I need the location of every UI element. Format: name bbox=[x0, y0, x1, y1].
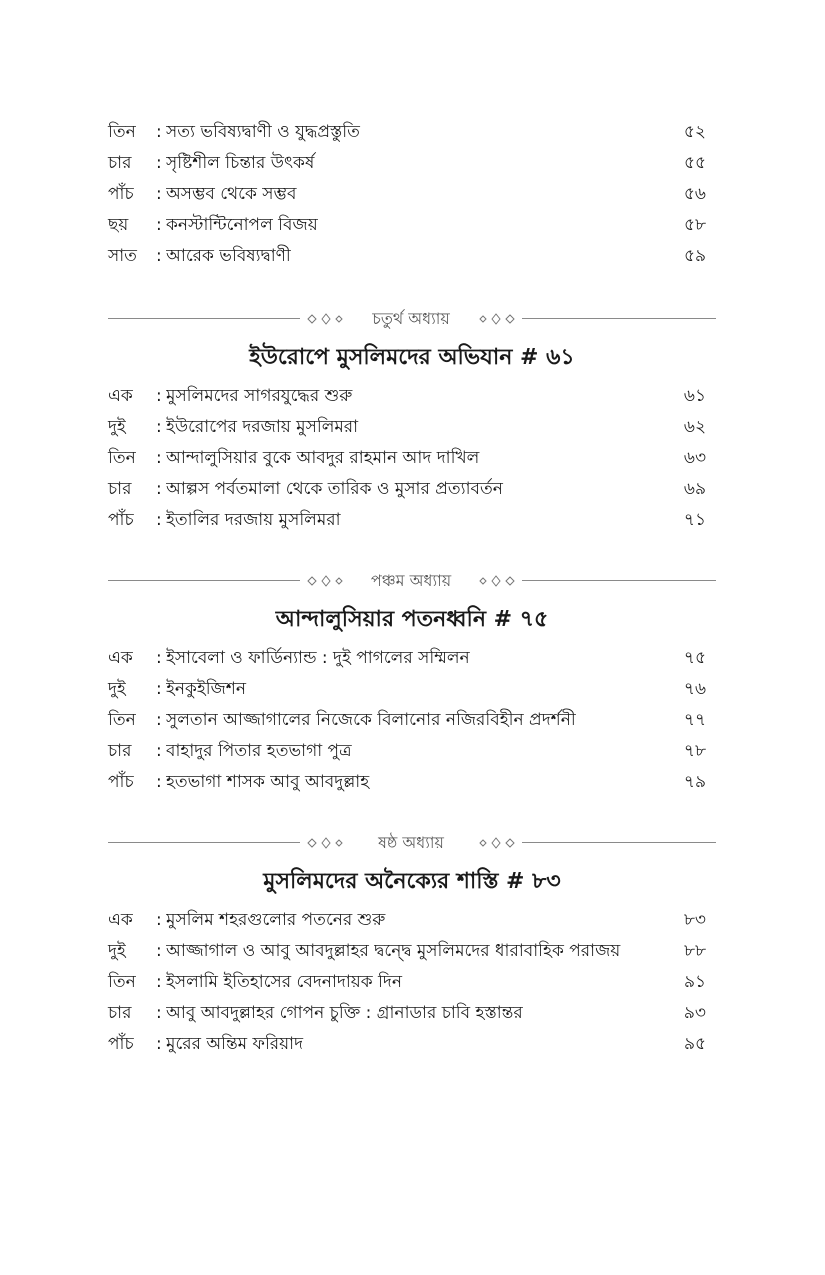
chapter-label: চতুর্থ অধ্যায় bbox=[372, 309, 450, 328]
toc-entry[interactable]: দুই : আজ্জাগাল ও আবু আবদুল্লাহর দ্বন্দ্বে মুসলিমদের ধারাবাহিক পরাজয় ৮৮ bbox=[108, 936, 716, 967]
entry-title: অসম্ভব থেকে সম্ভব bbox=[166, 184, 297, 204]
entry-title: আজ্জাগাল ও আবু আবদুল্লাহর দ্বন্দ্বে মুসলিমদের ধারাবাহিক পরাজয় bbox=[166, 941, 621, 961]
entry-page: ৬৯ bbox=[683, 479, 706, 499]
toc-entry[interactable]: দুই : ইউরোপের দরজায় মুসলিমরা ৬২ bbox=[108, 412, 716, 443]
toc-entry[interactable]: তিন : সুলতান আজ্জাগালের নিজেকে বিলানোর নজিরবিহীন প্রদর্শনী ৭৭ bbox=[108, 705, 716, 736]
entry-page: ৯১ bbox=[683, 972, 706, 992]
entry-page: ৫২ bbox=[683, 122, 706, 142]
entry-number: ছয় bbox=[108, 215, 129, 235]
entry-title: সুলতান আজ্জাগালের নিজেকে বিলানোর নজিরবিহীন প্রদর্শনী bbox=[166, 710, 576, 730]
ornament-icon bbox=[474, 569, 522, 593]
entry-title: সৃষ্টিশীল চিন্তার উৎকর্ষ bbox=[166, 153, 315, 173]
ornament-icon bbox=[300, 307, 348, 331]
toc-entry[interactable]: চার : আল্পস পর্বতমালা থেকে তারিক ও মুসার প্রত্যাবর্তন ৬৯ bbox=[108, 474, 716, 505]
entry-number: সাত bbox=[108, 246, 137, 266]
toc-entry[interactable]: পাঁচ : ইতালির দরজায় মুসলিমরা ৭১ bbox=[108, 505, 716, 536]
chapter-heading[interactable]: ইউরোপে মুসলিমদের অভিযান # ৬১ bbox=[249, 345, 575, 370]
entry-title: হতভাগা শাসক আবু আবদুল্লাহ bbox=[166, 772, 370, 792]
entry-number: তিন bbox=[108, 122, 136, 142]
entry-title: মুসলিমদের সাগরযুদ্ধের শুরু bbox=[166, 386, 353, 406]
toc-entry[interactable]: চার : আবু আবদুল্লাহর গোপন চুক্তি : গ্রানাডার চাবি হস্তান্তর ৯৩ bbox=[108, 998, 716, 1029]
entry-page: ৭৫ bbox=[683, 648, 706, 668]
entry-number: তিন bbox=[108, 448, 136, 468]
entry-number: চার bbox=[108, 479, 132, 499]
entry-title: বাহাদুর পিতার হতভাগা পুত্র bbox=[166, 741, 352, 761]
entry-page: ৫৬ bbox=[683, 184, 706, 204]
entry-page: ৯৩ bbox=[683, 1003, 706, 1023]
entry-title: আল্পস পর্বতমালা থেকে তারিক ও মুসার প্রত্যাবর্তন bbox=[166, 479, 503, 499]
toc-entry[interactable]: ছয় : কনস্টান্টিনোপল বিজয় ৫৮ bbox=[108, 210, 716, 241]
toc-entry[interactable]: তিন : ইসলামি ইতিহাসের বেদনাদায়ক দিন ৯১ bbox=[108, 967, 716, 998]
entry-title: ইতালির দরজায় মুসলিমরা bbox=[166, 510, 341, 530]
chapter-divider bbox=[108, 831, 716, 855]
entry-page: ৭৯ bbox=[683, 772, 706, 792]
entry-number: তিন bbox=[108, 972, 136, 992]
entry-page: ৮৩ bbox=[683, 910, 706, 930]
ornament-icon bbox=[474, 307, 522, 331]
chapter-label: ষষ্ঠ অধ্যায় bbox=[378, 833, 444, 852]
entry-title: কনস্টান্টিনোপল বিজয় bbox=[166, 215, 318, 235]
entry-title: মুসলিম শহরগুলোর পতনের শুরু bbox=[166, 910, 386, 930]
entry-page: ৫৮ bbox=[683, 215, 706, 235]
entry-title: আরেক ভবিষ্যদ্বাণী bbox=[166, 246, 291, 266]
entry-number: দুই bbox=[108, 941, 126, 961]
entry-number: পাঁচ bbox=[108, 184, 134, 204]
entry-page: ৭১ bbox=[683, 510, 706, 530]
entry-page: ৭৬ bbox=[683, 679, 706, 699]
ornament-icon bbox=[300, 831, 348, 855]
entry-title: ইসাবেলা ও ফার্ডিন্যান্ড : দুই পাগলের সম্মিলন bbox=[166, 648, 470, 668]
entry-number: এক bbox=[108, 386, 133, 406]
toc-entry[interactable]: পাঁচ : অসম্ভব থেকে সম্ভব ৫৬ bbox=[108, 179, 716, 210]
entry-number: তিন bbox=[108, 710, 136, 730]
entry-number: এক bbox=[108, 648, 133, 668]
toc-list bbox=[108, 381, 716, 536]
entry-number: পাঁচ bbox=[108, 1034, 134, 1054]
toc-list-continued bbox=[108, 117, 716, 272]
entry-number: দুই bbox=[108, 679, 126, 699]
entry-number: চার bbox=[108, 1003, 132, 1023]
chapter-divider bbox=[108, 307, 716, 331]
toc-list bbox=[108, 905, 716, 1060]
divider-rule bbox=[522, 318, 716, 319]
entry-number: এক bbox=[108, 910, 133, 930]
entry-page: ৬১ bbox=[683, 386, 706, 406]
entry-page: ৯৫ bbox=[683, 1034, 706, 1054]
entry-title: আবু আবদুল্লাহর গোপন চুক্তি : গ্রানাডার চাবি হস্তান্তর bbox=[166, 1003, 523, 1023]
divider-rule bbox=[108, 318, 300, 319]
chapter-divider bbox=[108, 569, 716, 593]
entry-page: ৬৩ bbox=[683, 448, 706, 468]
entry-title: ইসলামি ইতিহাসের বেদনাদায়ক দিন bbox=[166, 972, 402, 992]
divider-rule bbox=[522, 842, 716, 843]
toc-entry[interactable]: চার : সৃষ্টিশীল চিন্তার উৎকর্ষ ৫৫ bbox=[108, 148, 716, 179]
entry-title: মুরের অন্তিম ফরিয়াদ bbox=[166, 1034, 304, 1054]
ornament-icon bbox=[300, 569, 348, 593]
entry-page: ৫৫ bbox=[683, 153, 706, 173]
entry-title: ইউরোপের দরজায় মুসলিমরা bbox=[166, 417, 359, 437]
entry-number: চার bbox=[108, 153, 132, 173]
entry-page: ৭৭ bbox=[683, 710, 706, 730]
toc-entry[interactable]: পাঁচ : হতভাগা শাসক আবু আবদুল্লাহ ৭৯ bbox=[108, 767, 716, 798]
divider-rule bbox=[108, 842, 300, 843]
toc-entry[interactable]: তিন : সত্য ভবিষ্যদ্বাণী ও যুদ্ধপ্রস্তুতি ৫২ bbox=[108, 117, 716, 148]
divider-rule bbox=[522, 580, 716, 581]
entry-number: পাঁচ bbox=[108, 510, 134, 530]
ornament-icon bbox=[474, 831, 522, 855]
toc-entry[interactable]: তিন : আন্দালুসিয়ার বুকে আবদুর রাহমান আদ দাখিল ৬৩ bbox=[108, 443, 716, 474]
toc-entry[interactable]: চার : বাহাদুর পিতার হতভাগা পুত্র ৭৮ bbox=[108, 736, 716, 767]
entry-page: ৭৮ bbox=[683, 741, 706, 761]
toc-entry[interactable]: দুই : ইনকুইজিশন ৭৬ bbox=[108, 674, 716, 705]
entry-title: ইনকুইজিশন bbox=[166, 679, 247, 699]
entry-title: আন্দালুসিয়ার বুকে আবদুর রাহমান আদ দাখিল bbox=[166, 448, 480, 468]
toc-entry[interactable]: সাত : আরেক ভবিষ্যদ্বাণী ৫৯ bbox=[108, 241, 716, 272]
chapter-heading[interactable]: মুসলিমদের অনৈক্যের শাস্তি # ৮৩ bbox=[263, 869, 561, 894]
entry-number: পাঁচ bbox=[108, 772, 134, 792]
divider-rule bbox=[108, 580, 300, 581]
toc-entry[interactable]: পাঁচ : মুরের অন্তিম ফরিয়াদ ৯৫ bbox=[108, 1029, 716, 1060]
toc-list bbox=[108, 643, 716, 798]
entry-number: চার bbox=[108, 741, 132, 761]
entry-number: দুই bbox=[108, 417, 126, 437]
entry-page: ৬২ bbox=[683, 417, 706, 437]
toc-entry[interactable]: এক : ইসাবেলা ও ফার্ডিন্যান্ড : দুই পাগলের সম্মিলন ৭৫ bbox=[108, 643, 716, 674]
toc-entry[interactable]: এক : মুসলিম শহরগুলোর পতনের শুরু ৮৩ bbox=[108, 905, 716, 936]
entry-page: ৮৮ bbox=[683, 941, 706, 961]
toc-entry[interactable]: এক : মুসলিমদের সাগরযুদ্ধের শুরু ৬১ bbox=[108, 381, 716, 412]
chapter-label: পঞ্চম অধ্যায় bbox=[370, 571, 452, 590]
entry-title: সত্য ভবিষ্যদ্বাণী ও যুদ্ধপ্রস্তুতি bbox=[166, 122, 360, 142]
chapter-heading[interactable]: আন্দালুসিয়ার পতনধ্বনি # ৭৫ bbox=[275, 607, 549, 632]
entry-page: ৫৯ bbox=[683, 246, 706, 266]
